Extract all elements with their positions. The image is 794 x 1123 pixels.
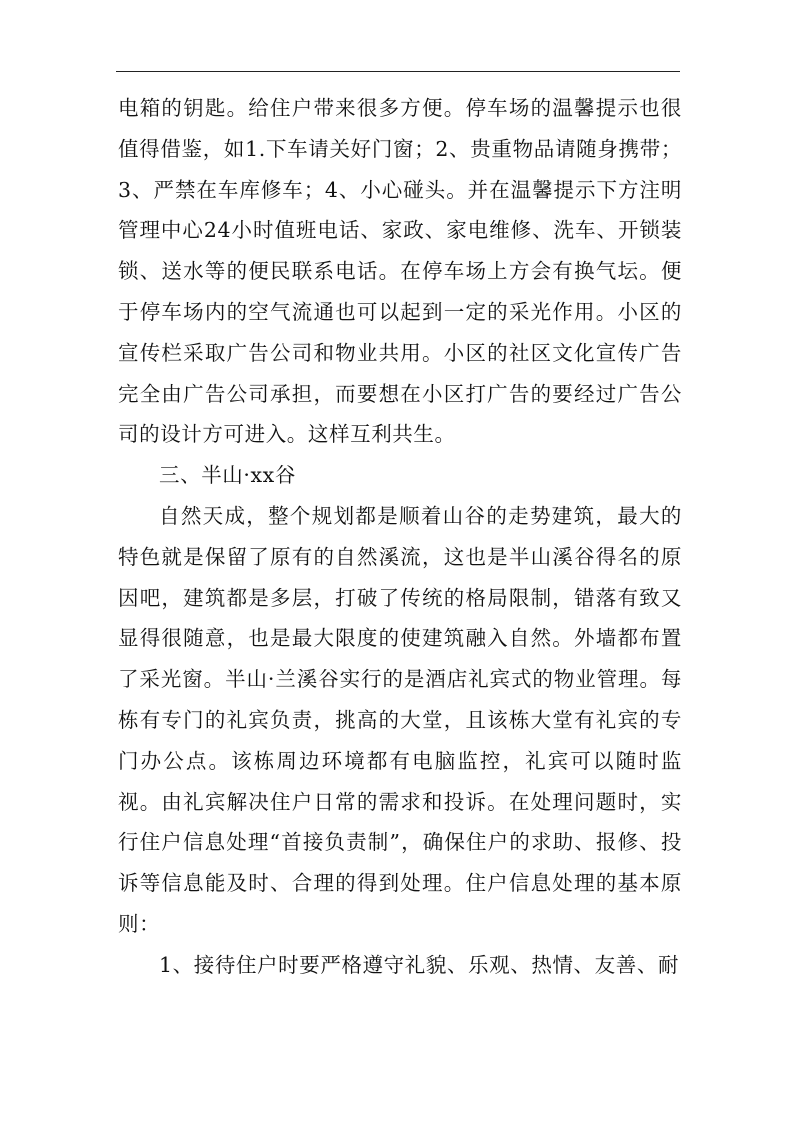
paragraph-continuation: 电箱的钥匙。给住户带来很多方便。停车场的温馨提示也很值得借鉴，如1.下车请关好门窗；2、贵重物品请随身携带；3、严禁在车库修车；4、小心碰头。并在温馨提示下方注明管理中心24小时值班电话、家政、家电维修、洗车、开锁装锁、送水等的便民联系电话。在停车场上方会有换气坛。便于停车场内的空气流通也可以起到一定的采光作用。小区的宣传栏采取广告公司和物业共用。小区的社区文化宣传广告完全由广告公司承担，而要想在小区打广告的要经过广告公司的设计方可进入。这样互利共生。 bbox=[118, 96, 682, 447]
paragraph-list-item-1: 1、接待住户时要严格遵守礼貌、乐观、热情、友善、耐 bbox=[159, 952, 680, 977]
header-rule bbox=[116, 71, 680, 72]
page-body bbox=[118, 88, 682, 986]
section-heading: 三、半山·xx谷 bbox=[159, 463, 296, 488]
paragraph-section-body: 自然天成，整个规划都是顺着山谷的走势建筑，最大的特色就是保留了原有的自然溪流，这也是半山溪谷得名的原因吧，建筑都是多层，打破了传统的格局限制，错落有致又显得很随意，也是最大限度的使建筑融入自然。外墙都布置了采光窗。半山·兰溪谷实行的是酒店礼宾式的物业管理。每栋有专门的礼宾负责，挑高的大堂，且该栋大堂有礼宾的专门办公点。该栋周边环境都有电脑监控，礼宾可以随时监视。由礼宾解决住户日常的需求和投诉。在处理问题时，实行住户信息处理“首接负责制”，确保住户的求助、报修、投诉等信息能及时、合理的得到处理。住户信息处理的基本原则： bbox=[118, 503, 682, 936]
